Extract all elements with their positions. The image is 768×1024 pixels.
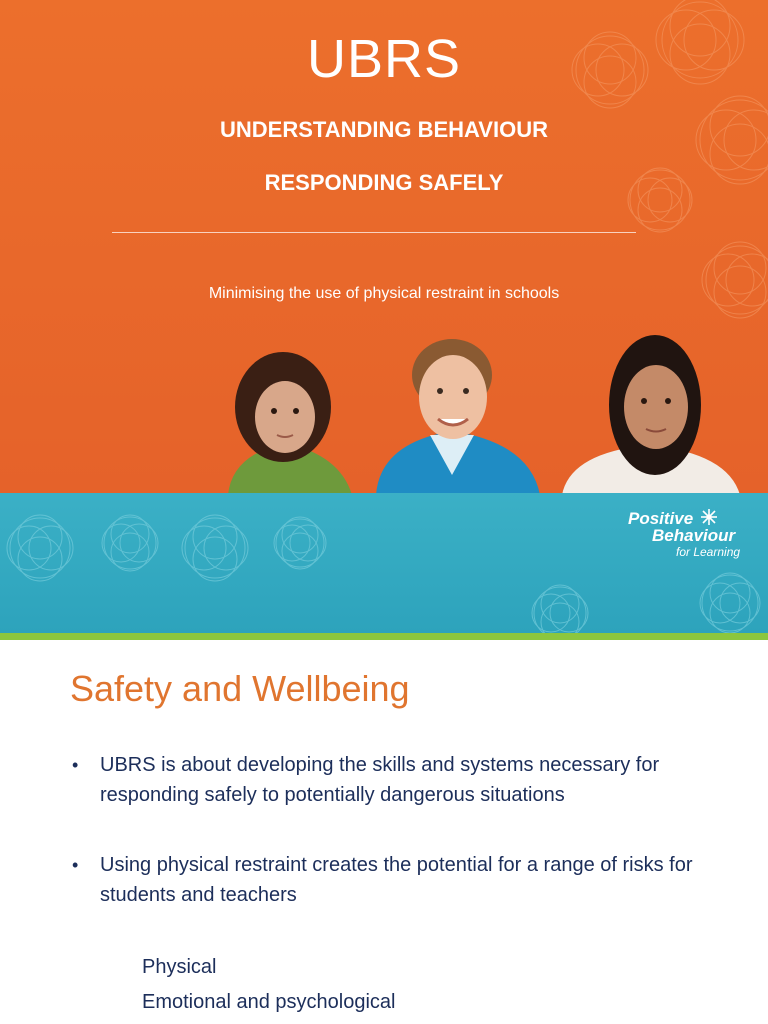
list-item xyxy=(72,750,742,810)
slide-heading: Safety and Wellbeing xyxy=(70,668,410,709)
logo-line-2: Behaviour xyxy=(652,526,736,545)
list-item xyxy=(72,850,742,910)
sub-list xyxy=(142,950,396,1020)
bullet-list xyxy=(72,750,742,910)
children-photo xyxy=(0,335,768,495)
sub-list-item: Emotional and psychological xyxy=(142,991,396,1013)
green-strip xyxy=(0,633,768,640)
divider-rule xyxy=(112,232,636,233)
bullet-icon: • xyxy=(72,755,79,775)
starburst-icon xyxy=(700,508,718,526)
content-slide xyxy=(0,640,768,1024)
bullet-text: UBRS is about developing the skills and systems necessary for responding safely to potentially dangerous situations xyxy=(100,754,660,806)
child-girl-photo xyxy=(228,352,352,495)
subtitle-line-1: UNDERSTANDING BEHAVIOUR xyxy=(220,117,548,142)
tagline: Minimising the use of physical restraint in schools xyxy=(208,285,560,302)
bullet-text: Using physical restraint creates the potential for a range of risks for students and teachers xyxy=(100,854,693,906)
bullet-icon: • xyxy=(72,855,79,875)
child-teen-photo xyxy=(562,335,740,495)
slide-title: UBRS xyxy=(306,29,462,89)
logo-line-1: Positive xyxy=(628,509,694,528)
logo-line-3: for Learning xyxy=(676,545,741,559)
sub-list-item: Physical xyxy=(142,956,217,978)
child-boy-photo xyxy=(376,339,540,495)
positive-behaviour-logo xyxy=(628,510,740,558)
subtitle-line-2: RESPONDING SAFELY xyxy=(264,170,504,195)
